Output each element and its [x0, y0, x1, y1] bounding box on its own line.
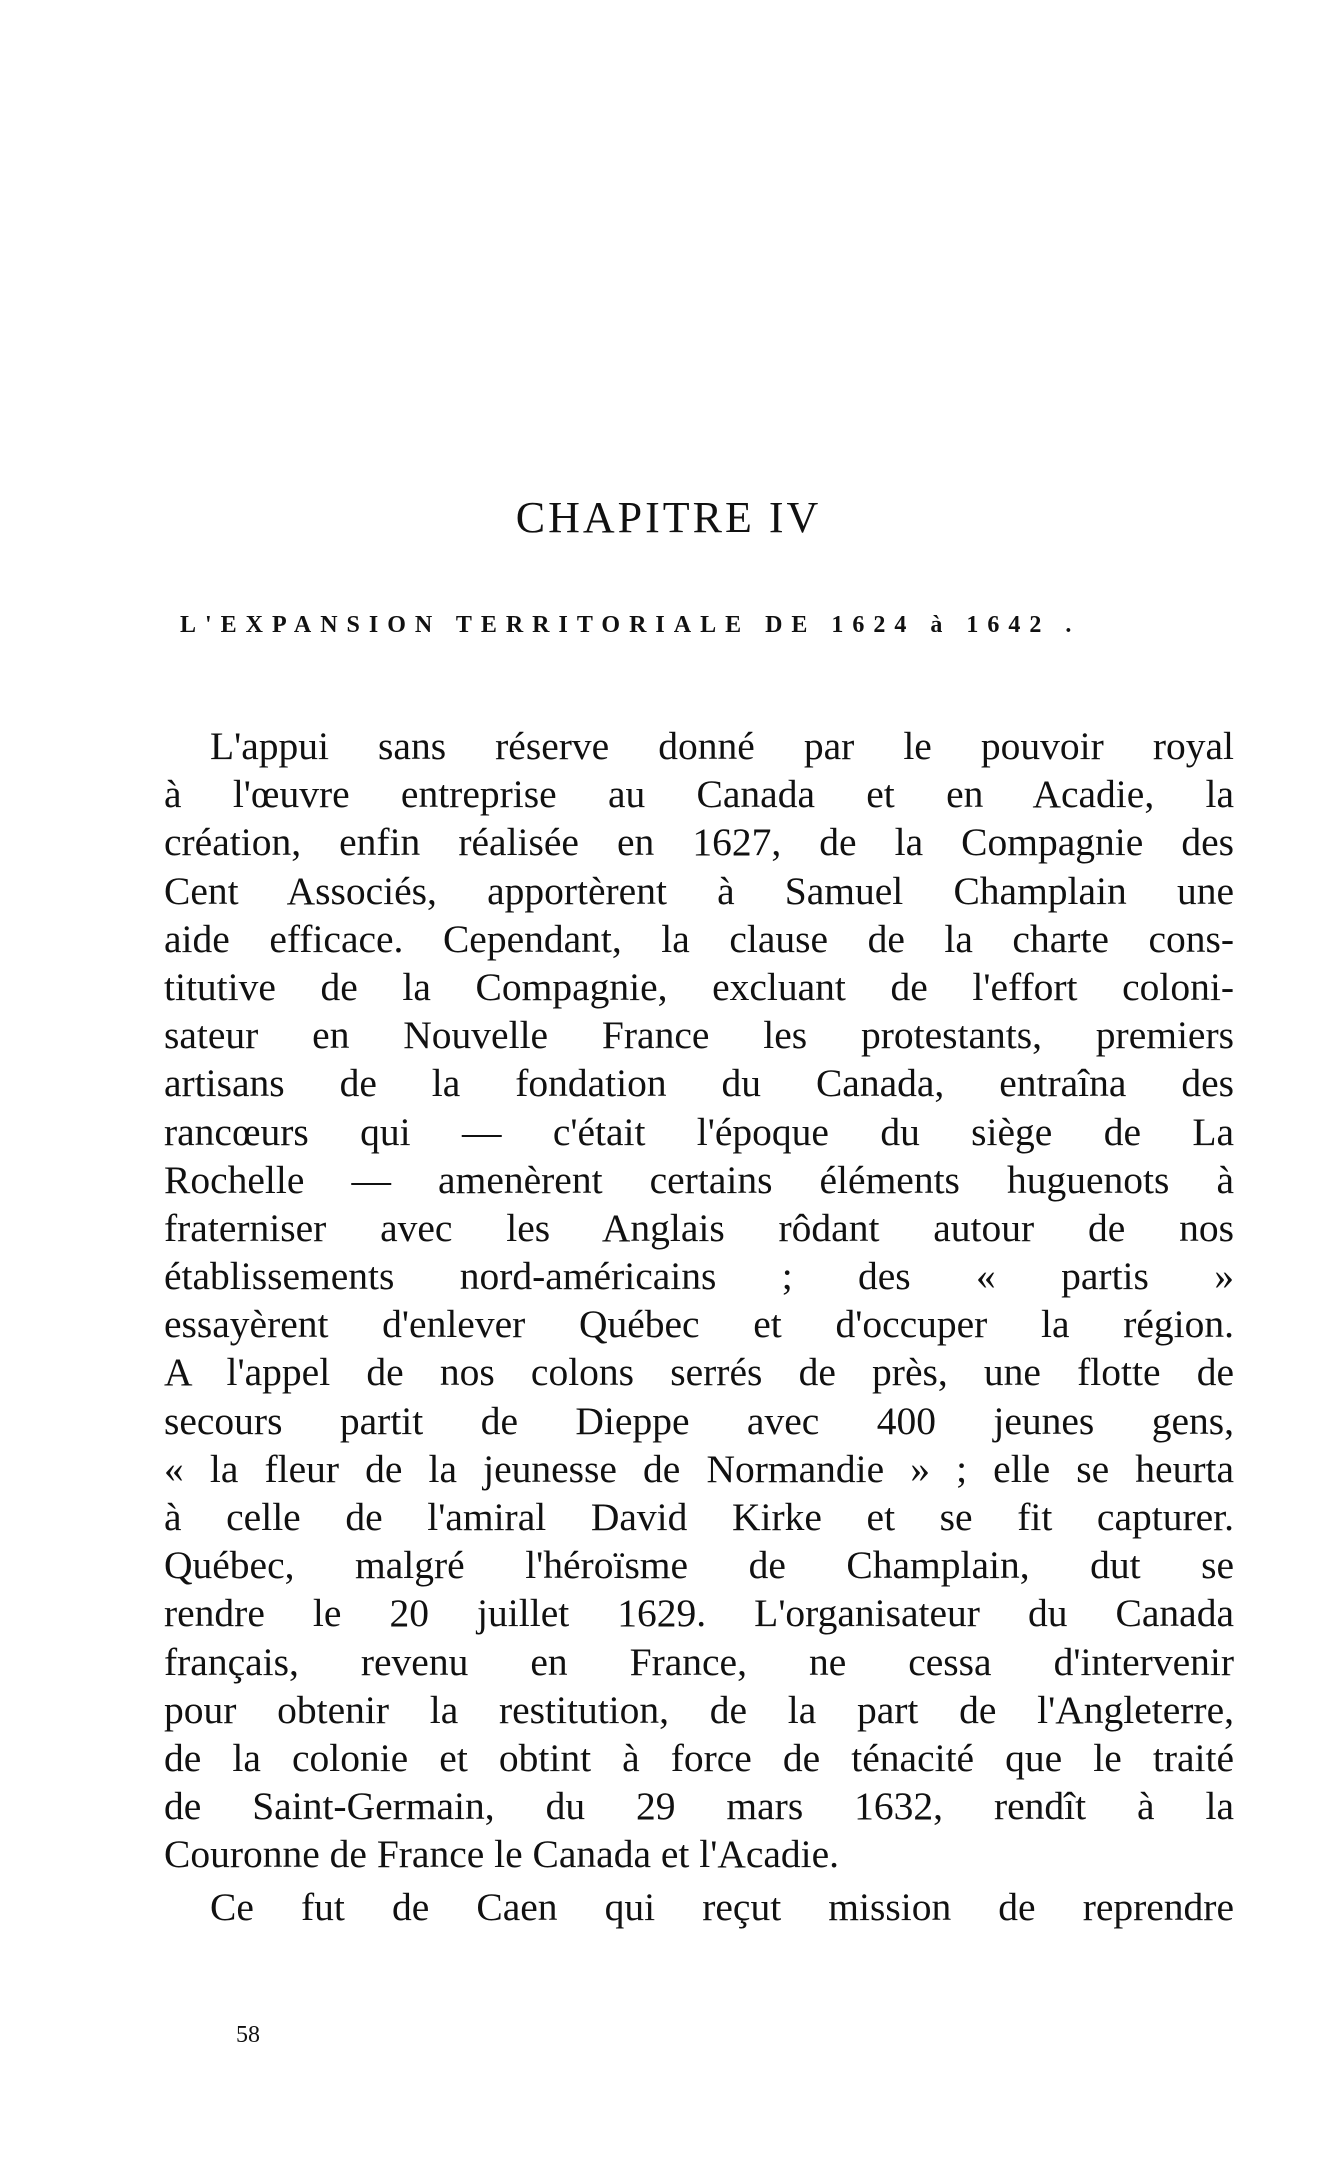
text-line: titutive de la Compagnie, excluant de l'effort coloni-	[164, 964, 1234, 1009]
text-line: de la colonie et obtint à force de ténacité que le traité	[164, 1735, 1234, 1780]
text-line: à l'œuvre entreprise au Canada et en Acadie, la	[164, 772, 1234, 817]
text-line: secours partit de Dieppe avec 400 jeunes gens,	[164, 1398, 1234, 1443]
text-line: Couronne de France le Canada et l'Acadie.	[164, 1832, 840, 1877]
text-line: fraterniser avec les Anglais rôdant autour de nos	[164, 1205, 1234, 1250]
text-line: Rochelle — amenèrent certains éléments huguenots à	[164, 1157, 1234, 1202]
chapter-subtitle: L'EXPANSION TERRITORIALE DE 1624 à 1642 .	[180, 612, 1081, 638]
text-line: à celle de l'amiral David Kirke et se fit capturer.	[164, 1495, 1234, 1539]
text-line: essayèrent d'enlever Québec et d'occuper la région.	[164, 1302, 1234, 1347]
text-line: création, enfin réalisée en 1627, de la Compagnie des	[164, 820, 1234, 865]
body-text	[164, 722, 1234, 1931]
text-line: Ce fut de Caen qui reçut mission de reprendre	[210, 1884, 1234, 1929]
text-line: établissements nord-américains ; des « partis »	[164, 1254, 1234, 1299]
paragraph	[164, 1883, 1234, 1931]
text-line: L'appui sans réserve donné par le pouvoir royal	[210, 724, 1234, 768]
text-line: A l'appel de nos colons serrés de près, une flotte de	[164, 1350, 1234, 1395]
text-line: Cent Associés, apportèrent à Samuel Champlain une	[164, 868, 1234, 913]
text-line: pour obtenir la restitution, de la part de l'Angleterre,	[164, 1687, 1234, 1732]
page-number: 58	[236, 2022, 260, 2048]
text-line: rancœurs qui — c'était l'époque du siège de La	[164, 1109, 1234, 1154]
text-line: rendre le 20 juillet 1629. L'organisateur du Canada	[164, 1591, 1234, 1636]
text-line: aide efficace. Cependant, la clause de la charte cons-	[164, 916, 1234, 961]
text-line: Québec, malgré l'héroïsme de Champlain, dut se	[164, 1543, 1234, 1588]
paragraph	[164, 722, 1234, 1879]
text-line: « la fleur de la jeunesse de Normandie » ; elle se heurta	[164, 1446, 1234, 1491]
text-line: sateur en Nouvelle France les protestants, premiers	[164, 1013, 1234, 1058]
text-line: de Saint-Germain, du 29 mars 1632, rendît à la	[164, 1784, 1234, 1829]
text-line: français, revenu en France, ne cessa d'intervenir	[164, 1639, 1234, 1684]
text-line: artisans de la fondation du Canada, entraîna des	[164, 1061, 1234, 1106]
chapter-title: CHAPITRE IV	[515, 493, 822, 542]
